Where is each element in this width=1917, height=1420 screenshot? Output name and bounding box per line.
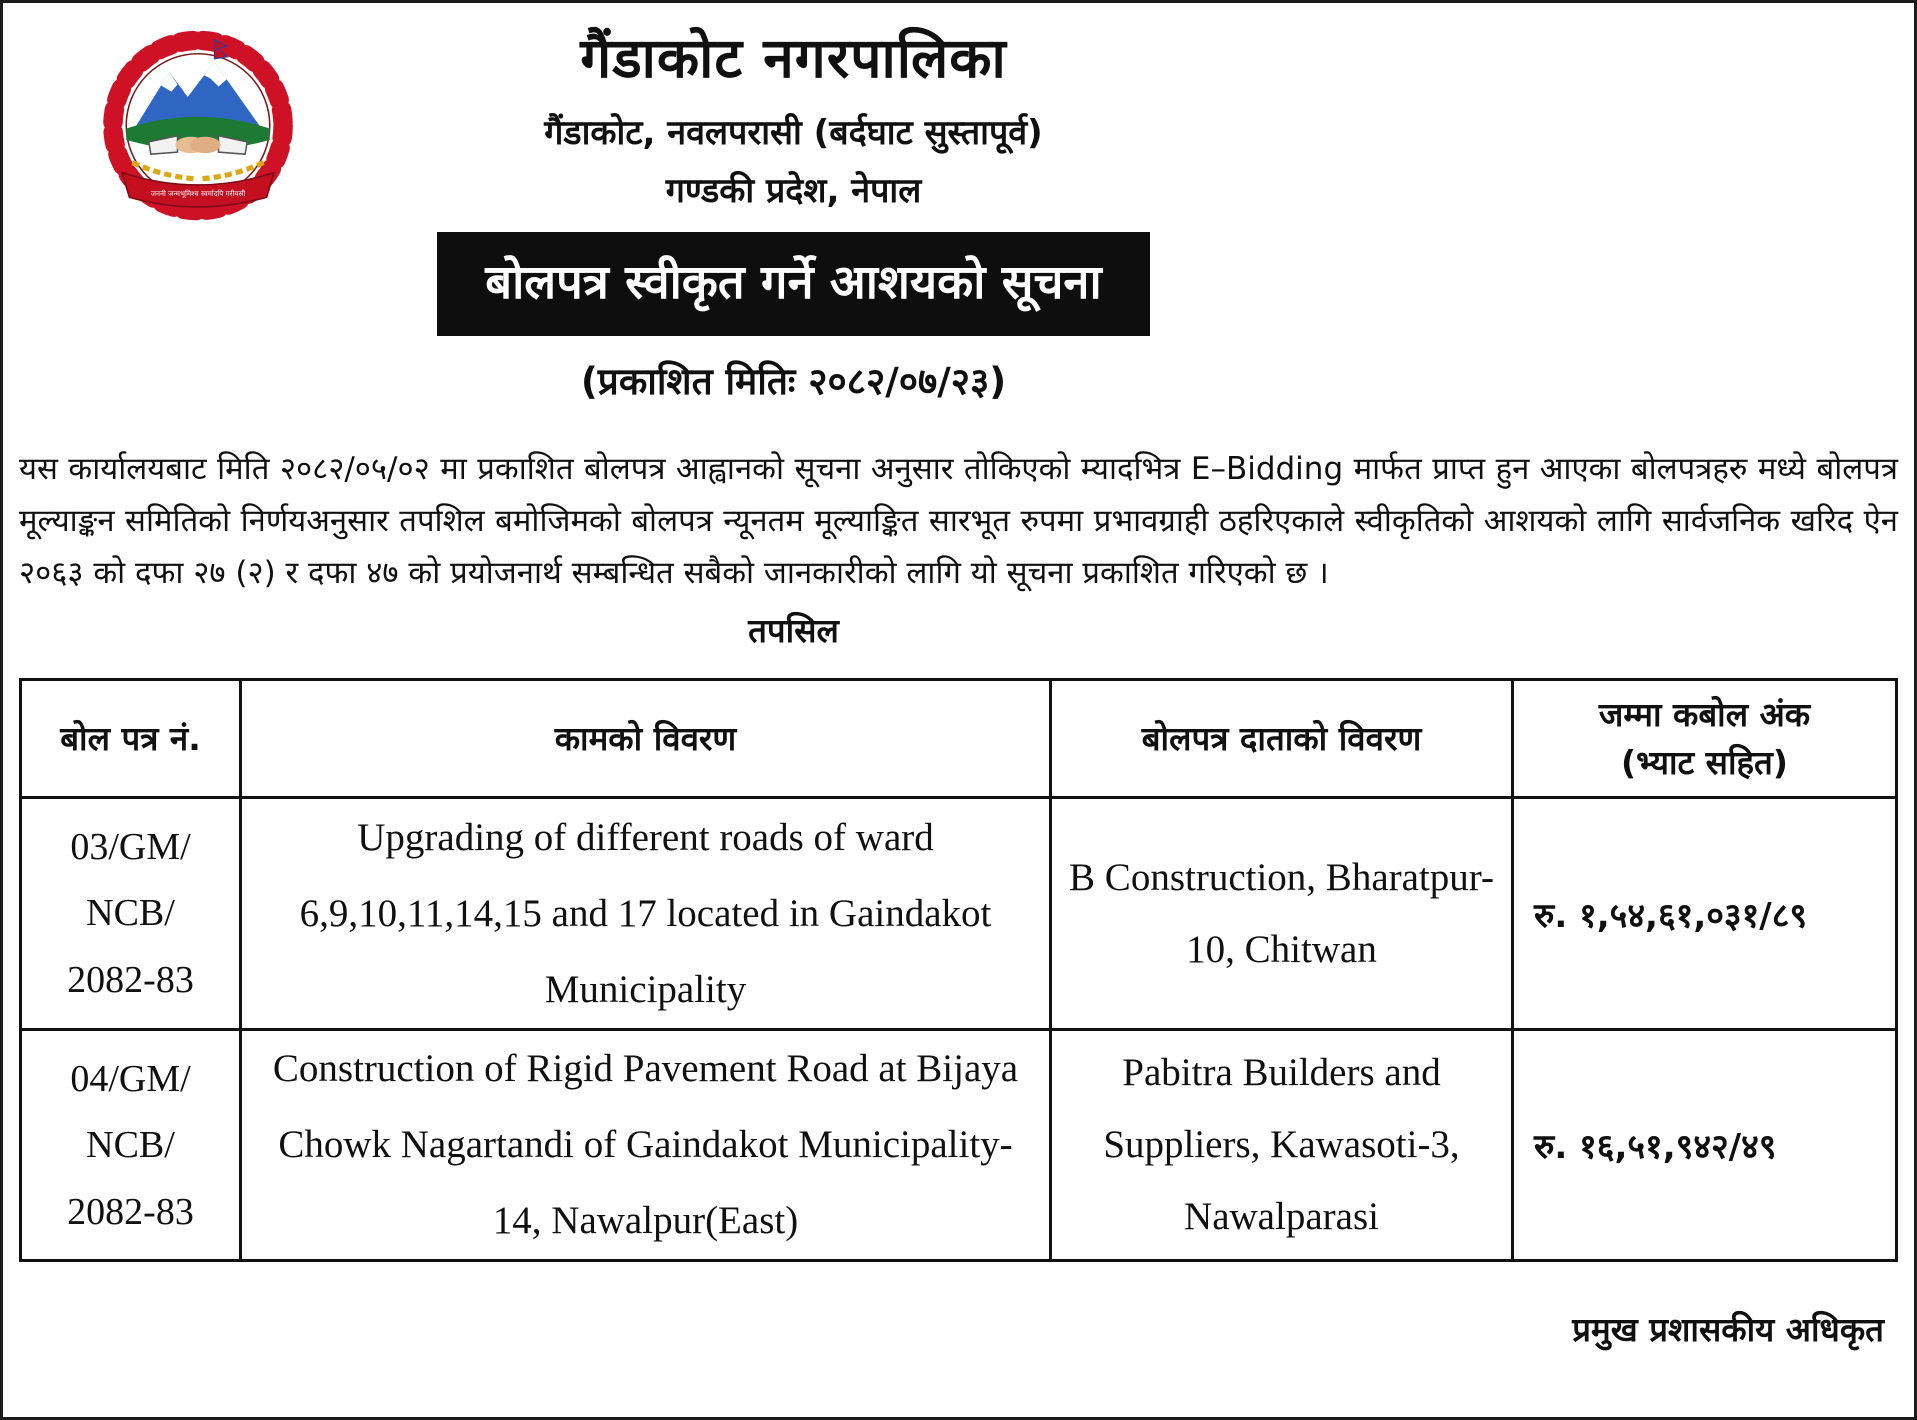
bid-no-line: 2082-83 <box>67 958 194 1001</box>
motto-text: जननी जन्मभूमिश्च स्वर्गादपि गरीयसी <box>150 189 246 199</box>
bid-no-line: NCB/ <box>86 892 175 935</box>
bid-no-line: 2082-83 <box>67 1190 194 1233</box>
work-description-cell: Construction of Rigid Pavement Road at Bijaya Chowk Nagartandi of Gaindakot Municipality-14, Nawalpur(East) <box>241 1030 1051 1261</box>
address-line: गैंडाकोट, नवलपरासी (बर्दघाट सुस्तापूर्व) <box>544 113 1043 153</box>
notice-title-banner: बोलपत्र स्वीकृत गर्ने आशयको सूचना <box>437 232 1149 336</box>
column-header-amount-line2: (भ्याट सहित) <box>1621 742 1788 782</box>
org-name: गैंडाकोट नगरपालिका <box>580 26 1007 90</box>
table-header-row <box>21 680 1897 798</box>
bid-number-cell <box>21 798 241 1030</box>
province-line: गण्डकी प्रदेश, नेपाल <box>665 171 922 211</box>
bid-no-line: 03/GM/ <box>70 825 191 868</box>
bid-table <box>19 678 1898 1262</box>
amount-cell: रु. १,५४,६१,०३१/८९ <box>1513 798 1897 1030</box>
column-header-work: कामको विवरण <box>241 680 1051 798</box>
bid-no-line: NCB/ <box>86 1124 175 1167</box>
details-heading: तपसिल <box>748 611 839 651</box>
bidder-details-cell: B Construction, Bharatpur-10, Chitwan <box>1051 798 1513 1030</box>
bidder-details-cell: Pabitra Builders and Suppliers, Kawasoti-3, Nawalparasi <box>1051 1030 1513 1261</box>
notice-body-paragraph: यस कार्यालयबाट मिति २०८२/०५/०२ मा प्रकाशित बोलपत्र आह्वानको सूचना अनुसार तोकिएको म्यादभित्र E–Bidding मार्फत प्राप्त हुन आएका बोलपत्रहरु मध्ये बोलपत्र मूल्याङ्कन समितिको निर्णयअनुसार तपशिल बमोजिमको बोलपत्र न्यूनतम मूल्याङ्कित सारभूत रुपमा प्रभावग्राही ठहरिएकाले स्वीकृतिको आशयको लागि सार्वजनिक खरिद ऐन २०६३ को दफा २७ (२) र दफा ४७ को प्रयोजनार्थ सम्बन्धित सबैको जानकारीको लागि यो सूचना प्रकाशित गरिएको छ । <box>19 451 1898 592</box>
amount-cell: रु. १६,५१,९४२/४९ <box>1513 1030 1897 1261</box>
municipality-logo <box>93 23 303 228</box>
table-row <box>21 1030 1897 1261</box>
column-header-bidder: बोलपत्र दाताको विवरण <box>1051 680 1513 798</box>
bid-no-line: 04/GM/ <box>70 1057 191 1100</box>
column-header-amount <box>1513 680 1897 798</box>
published-date: (प्रकाशित मितिः २०८२/०७/२३) <box>580 360 1007 403</box>
work-description-cell: Upgrading of different roads of ward 6,9,10,11,14,15 and 17 located in Gaindakot Municipality <box>241 798 1051 1030</box>
column-header-amount-line1: जम्मा कबोल अंक <box>1598 694 1811 734</box>
signature-title: प्रमुख प्रशासकीय अधिकृत <box>1572 1310 1884 1350</box>
emblem-svg <box>93 23 303 228</box>
column-header-bid-no: बोल पत्र नं. <box>21 680 241 798</box>
table-row <box>21 798 1897 1030</box>
handshake-icon <box>149 136 247 154</box>
bid-number-cell <box>21 1030 241 1261</box>
